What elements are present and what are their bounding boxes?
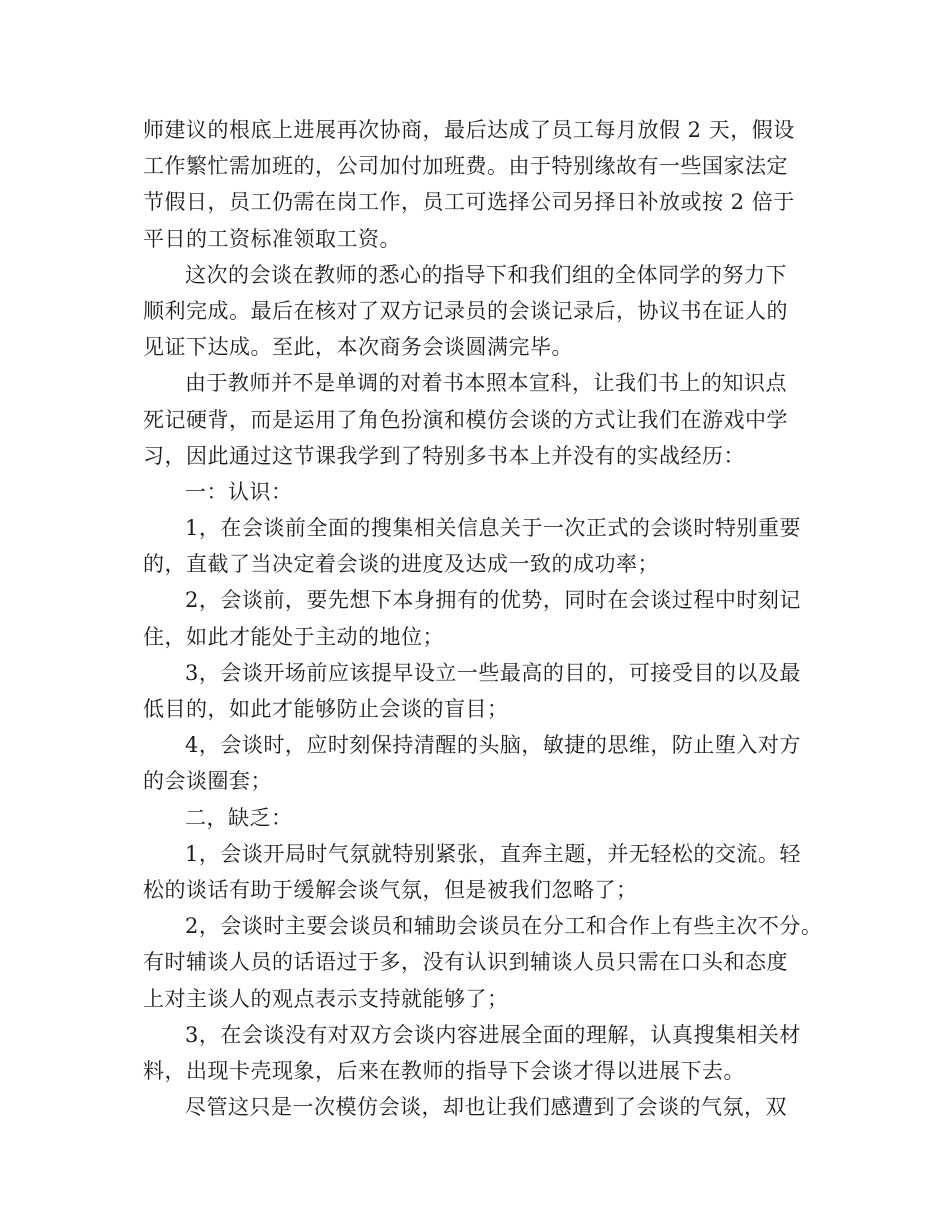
text-line: 顺利完成。最后在核对了双方记录员的会谈记录后，协议书在证人的 [143,298,788,323]
text-line: 1，在会谈前全面的搜集相关信息关于一次正式的会谈时特别重要 [185,516,801,541]
text-line: 平日的工资标准领取工资。 [143,226,401,251]
text-line: 住，如此才能处于主动的地位； [143,624,444,649]
text-line: 有时辅谈人员的话语过于多，没有认识到辅谈人员只需在口头和态度 [143,950,788,975]
text-line: 上对主谈人的观点表示支持就能够了； [143,986,509,1011]
text-line: 低目的，如此才能够防止会谈的盲目； [143,697,509,721]
text-line: 4，会谈时，应时刻保持清醒的头脑，敏捷的思维，防止堕入对方 [185,733,801,758]
text-line: 师建议的根底上进展再次协商，最后达成了员工每月放假 2 天，假设 [143,118,795,142]
text-line: 死记硬背，而是运用了角色扮演和模仿会谈的方式让我们在游戏中学 [143,407,788,432]
document-body [143,112,823,1125]
text-line: 3，在会谈没有对双方会谈内容进展全面的理解，认真搜集相关材 [185,1022,801,1047]
text-line: 1，会谈开局时气氛就特别紧张，直奔主题，并无轻松的交流。轻 [185,841,801,866]
text-line: 的会谈圈套； [143,769,272,794]
text-line: 料，出现卡壳现象，后来在教师的指导下会谈才得以进展下去。 [143,1058,745,1083]
text-line: 这次的会谈在教师的悉心的指导下和我们组的全体同学的努力下 [185,262,787,287]
text-line: 3，会谈开场前应该提早设立一些最高的目的，可接受目的以及最 [185,660,801,685]
text-line: 由于教师并不是单调的对着书本照本宣科，让我们书上的知识点 [185,371,787,396]
text-line: 节假日，员工仍需在岗工作，员工可选择公司另择日补放或按 2 倍于 [143,190,795,215]
text-line: 二，缺乏： [185,805,293,830]
text-line: 2，会谈前，要先想下本身拥有的优势，同时在会谈过程中时刻记 [185,588,801,613]
text-line: 松的谈话有助于缓解会谈气氛，但是被我们忽略了； [143,877,638,902]
text-line: 见证下达成。至此，本次商务会谈圆满完毕。 [143,335,573,360]
text-line: 一：认识： [185,479,293,504]
text-line: 2，会谈时主要会谈员和辅助会谈员在分工和合作上有些主次不分。 [185,914,823,939]
text-line: 的，直截了当决定着会谈的进度及达成一致的成功率； [143,552,659,577]
text-line: 尽管这只是一次模仿会谈，却也让我们感遭到了会谈的气氛，双 [185,1095,787,1120]
text-line: 习，因此通过这节课我学到了特别多书本上并没有的实战经历： [143,443,745,468]
text-line: 工作繁忙需加班的，公司加付加班费。由于特别缘故有一些国家法定 [143,154,788,179]
